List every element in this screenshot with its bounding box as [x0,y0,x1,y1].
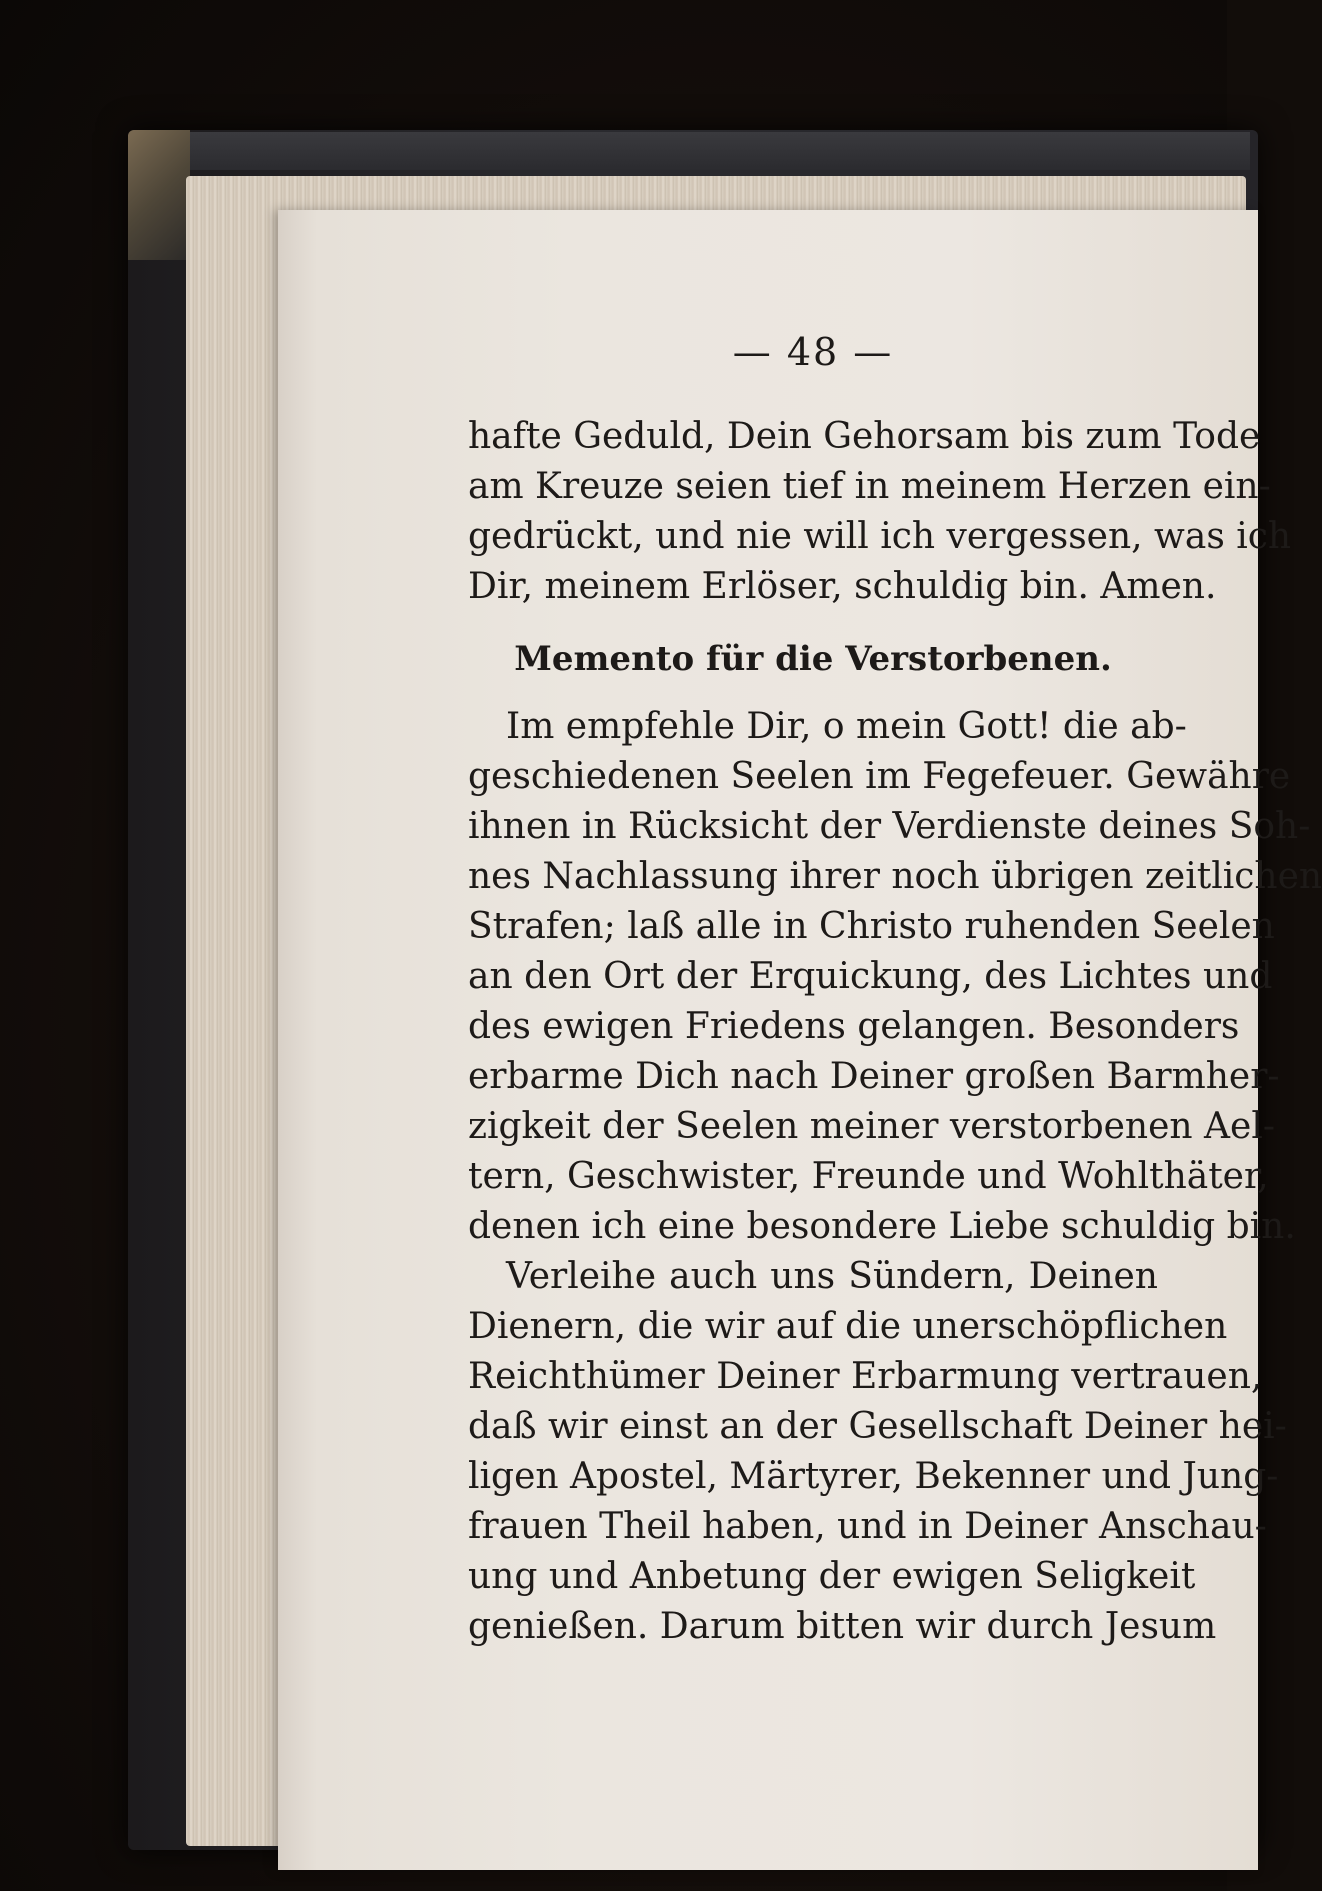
text-line: ihnen in Rücksicht der Verdienste deines Soh- [468,806,1311,847]
text-line: daß wir einst an der Gesellschaft Deiner hei- [468,1406,1287,1447]
section-heading: Memento für die Verstorbenen. [514,639,1112,679]
text-line: hafte Geduld, Dein Gehorsam bis zum Tode [468,416,1261,457]
text-line: Dienern, die wir auf die unerschöpflichen [468,1306,1228,1347]
text-line: genießen. Darum bitten wir durch Jesum [468,1606,1217,1647]
text-line: tern, Geschwister, Freunde und Wohlthäter, [468,1156,1269,1197]
page-text-block [468,300,1322,1652]
paragraph-memento [468,702,1322,1252]
page-number: — 48 — [732,330,894,374]
paragraph-petition [468,1252,1287,1652]
text-line: an den Ort der Erquickung, des Lichtes und [468,956,1273,997]
text-line: Verleihe auch uns Sündern, Deinen [506,1256,1158,1297]
paragraph-prayer-ending [468,412,1292,612]
text-line: Dir, meinem Erlöser, schuldig bin. Amen. [468,566,1217,607]
worn-spine-corner [128,130,190,260]
text-line: zigkeit der Seelen meiner verstorbenen Ael- [468,1106,1276,1147]
text-line: Strafen; laß alle in Christo ruhenden Seelen [468,906,1275,947]
text-line: Reichthümer Deiner Erbarmung vertrauen, [468,1356,1263,1397]
text-line: denen ich eine besondere Liebe schuldig bin. [468,1206,1296,1247]
text-line: erbarme Dich nach Deiner großen Barmher- [468,1056,1280,1097]
book-cover-top-edge [150,132,1250,170]
text-line: ung und Anbetung der ewigen Seligkeit [468,1556,1196,1597]
text-line: am Kreuze seien tief in meinem Herzen ein- [468,466,1271,507]
text-line: des ewigen Friedens gelangen. Besonders [468,1006,1240,1047]
text-line: gedrückt, und nie will ich vergessen, was ich [468,516,1292,557]
text-line: frauen Theil haben, und in Deiner Anschau- [468,1506,1267,1547]
text-line: Im empfehle Dir, o mein Gott! die ab- [506,706,1187,747]
text-line: ligen Apostel, Märtyrer, Bekenner und Jung- [468,1456,1279,1497]
text-line: nes Nachlassung ihrer noch übrigen zeitlichen [468,856,1322,897]
text-line: geschiedenen Seelen im Fegefeuer. Gewähre [468,756,1291,797]
